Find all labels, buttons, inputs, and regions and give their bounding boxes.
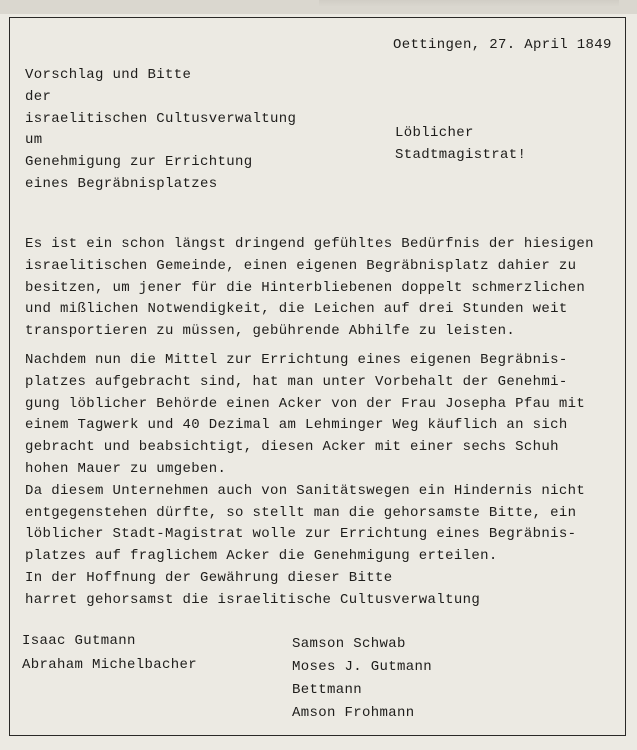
page-edge-strip bbox=[0, 0, 637, 14]
signatory-name: Samson Schwab bbox=[292, 636, 406, 652]
body-line: besitzen, um jener für die Hinterbliebenen doppelt schmerzlichen bbox=[25, 279, 586, 296]
body-line: israelitischen Gemeinde, einen eigenen Begräbnisplatz dahier zu bbox=[25, 257, 577, 274]
addressee-line: Löblicher bbox=[395, 125, 474, 141]
body-line: und mißlichen Notwendigkeit, die Leichen auf drei Stunden weit bbox=[25, 301, 568, 318]
signatures-left bbox=[22, 629, 197, 677]
subject-line: um bbox=[25, 132, 43, 149]
body-line: gung löblicher Behörde einen Acker von der Frau Josepha Pfau mit bbox=[25, 395, 586, 412]
subject-line: der bbox=[25, 88, 52, 105]
paragraph-1 bbox=[25, 234, 594, 343]
subject-line: israelitischen Cultusverwaltung bbox=[25, 110, 297, 127]
body-line: platzes auf fraglichem Acker die Genehmigung erteilen. bbox=[25, 548, 498, 565]
signatory-name: Moses J. Gutmann bbox=[292, 659, 433, 675]
body-line: einem Tagwerk und 40 Dezimal am Lehminger Weg käuflich an sich bbox=[25, 417, 568, 434]
body-line: löblicher Stadt-Magistrat wolle zur Errichtung eines Begräbnis- bbox=[25, 526, 577, 543]
body-line: Es ist ein schon längst dringend gefühltes Bedürfnis der hiesigen bbox=[25, 236, 594, 252]
signatory-name: Amson Frohmann bbox=[292, 705, 415, 721]
signatory-name: Bettmann bbox=[292, 682, 363, 698]
signatures-right bbox=[292, 633, 432, 725]
subject-block bbox=[25, 65, 296, 196]
addressee-line: Stadtmagistrat! bbox=[395, 146, 527, 163]
body-line: Da diesem Unternehmen auch von Sanitätswegen ein Hindernis nicht bbox=[25, 482, 586, 499]
body-line: Nachdem nun die Mittel zur Errichtung eines eigenen Begräbnis- bbox=[25, 351, 568, 368]
signatory-name: Abraham Michelbacher bbox=[22, 657, 198, 673]
body-line: gebracht und beabsichtigt, diesen Acker mit einer sechs Schuh bbox=[25, 439, 559, 456]
date-line: Oettingen, 27. April 1849 bbox=[393, 37, 612, 53]
bleed-through-heading bbox=[319, 0, 619, 6]
signatory-name: Isaac Gutmann bbox=[22, 633, 136, 649]
body-line: platzes aufgebracht sind, hat man unter Vorbehalt der Genehmi- bbox=[25, 373, 568, 390]
body-line: In der Hoffnung der Gewährung dieser Bitte bbox=[25, 569, 393, 586]
body-line: harret gehorsamst die israelitische Cultusverwaltung bbox=[25, 591, 481, 608]
subject-line: Genehmigung zur Errichtung bbox=[25, 154, 253, 171]
body-line: transportieren zu müssen, gebührende Abhilfe zu leisten. bbox=[25, 323, 516, 340]
addressee-block bbox=[395, 123, 526, 166]
body-line: entgegenstehen dürfte, so stellt man die gehorsamste Bitte, ein bbox=[25, 504, 577, 521]
paragraph-2 bbox=[25, 350, 594, 612]
letter-body bbox=[25, 234, 594, 612]
subject-line: eines Begräbnisplatzes bbox=[25, 175, 218, 192]
body-line: hohen Mauer zu umgeben. bbox=[25, 460, 227, 477]
subject-line: Vorschlag und Bitte bbox=[25, 67, 192, 83]
